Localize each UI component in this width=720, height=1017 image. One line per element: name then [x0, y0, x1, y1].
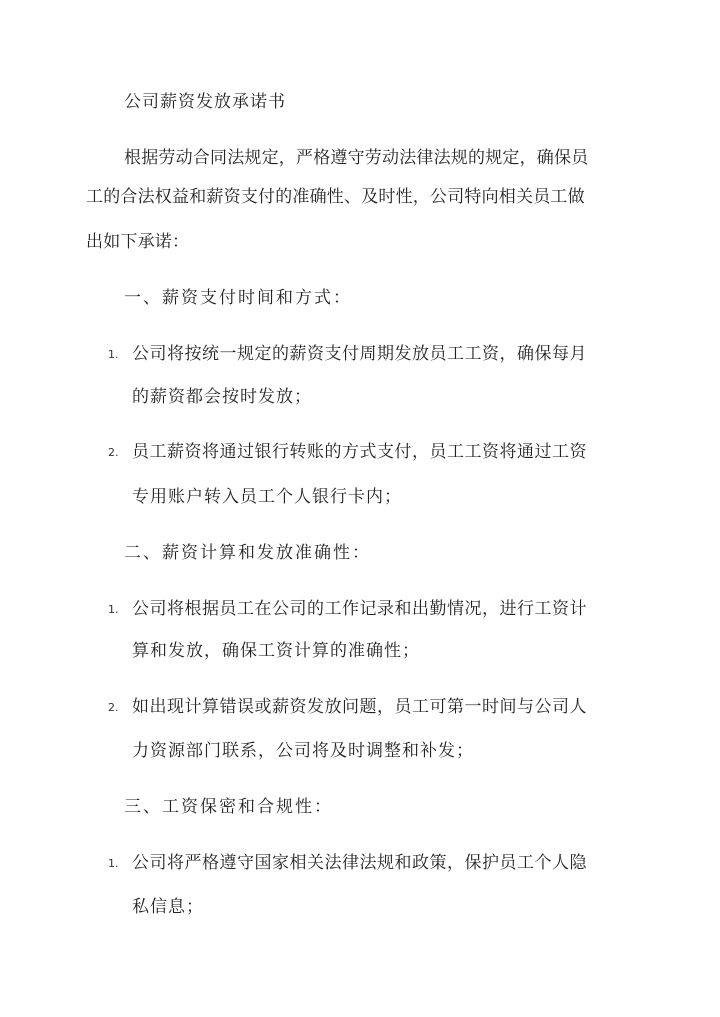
- list-number: 2.: [108, 701, 119, 714]
- list-item-line: 员工薪资将通过银行转账的方式支付，员工工资将通过工资: [132, 442, 587, 462]
- list-item-line: 如出现计算错误或薪资发放问题，员工可第一时间与公司人: [132, 697, 587, 717]
- section-heading-1: 一、薪资支付时间和方式：: [124, 288, 352, 308]
- list-item-line: 的薪资都会按时发放；: [132, 387, 312, 407]
- list-item-line: 专用账户转入员工个人银行卡内；: [132, 487, 402, 507]
- document-title: 公司薪资发放承诺书: [124, 92, 286, 112]
- list-item-line: 公司将按统一规定的薪资支付周期发放员工工资，确保每月: [132, 344, 587, 364]
- list-item-line: 公司将严格遵守国家相关法律法规和政策，保护员工个人隐: [132, 853, 587, 873]
- list-item-line: 私信息；: [132, 897, 204, 917]
- list-item-line: 公司将根据员工在公司的工作记录和出勤情况，进行工资计: [132, 599, 587, 619]
- list-number: 1.: [108, 603, 119, 616]
- list-number: 1.: [108, 857, 119, 870]
- list-number: 1.: [108, 348, 119, 361]
- section-heading-2: 二、薪资计算和发放准确性：: [124, 543, 371, 563]
- list-item-line: 算和发放，确保工资计算的准确性；: [132, 641, 420, 661]
- list-number: 2.: [108, 446, 119, 459]
- intro-line-3: 出如下承诺：: [86, 232, 190, 252]
- list-item-line: 力资源部门联系，公司将及时调整和补发；: [132, 741, 474, 761]
- section-heading-3: 三、工资保密和合规性：: [124, 797, 333, 817]
- intro-line-1: 根据劳动合同法规定，严格遵守劳动法律法规的规定，确保员: [124, 148, 589, 168]
- intro-line-2: 工的合法权益和薪资支付的准确性、及时性，公司特向相关员工做: [86, 187, 585, 207]
